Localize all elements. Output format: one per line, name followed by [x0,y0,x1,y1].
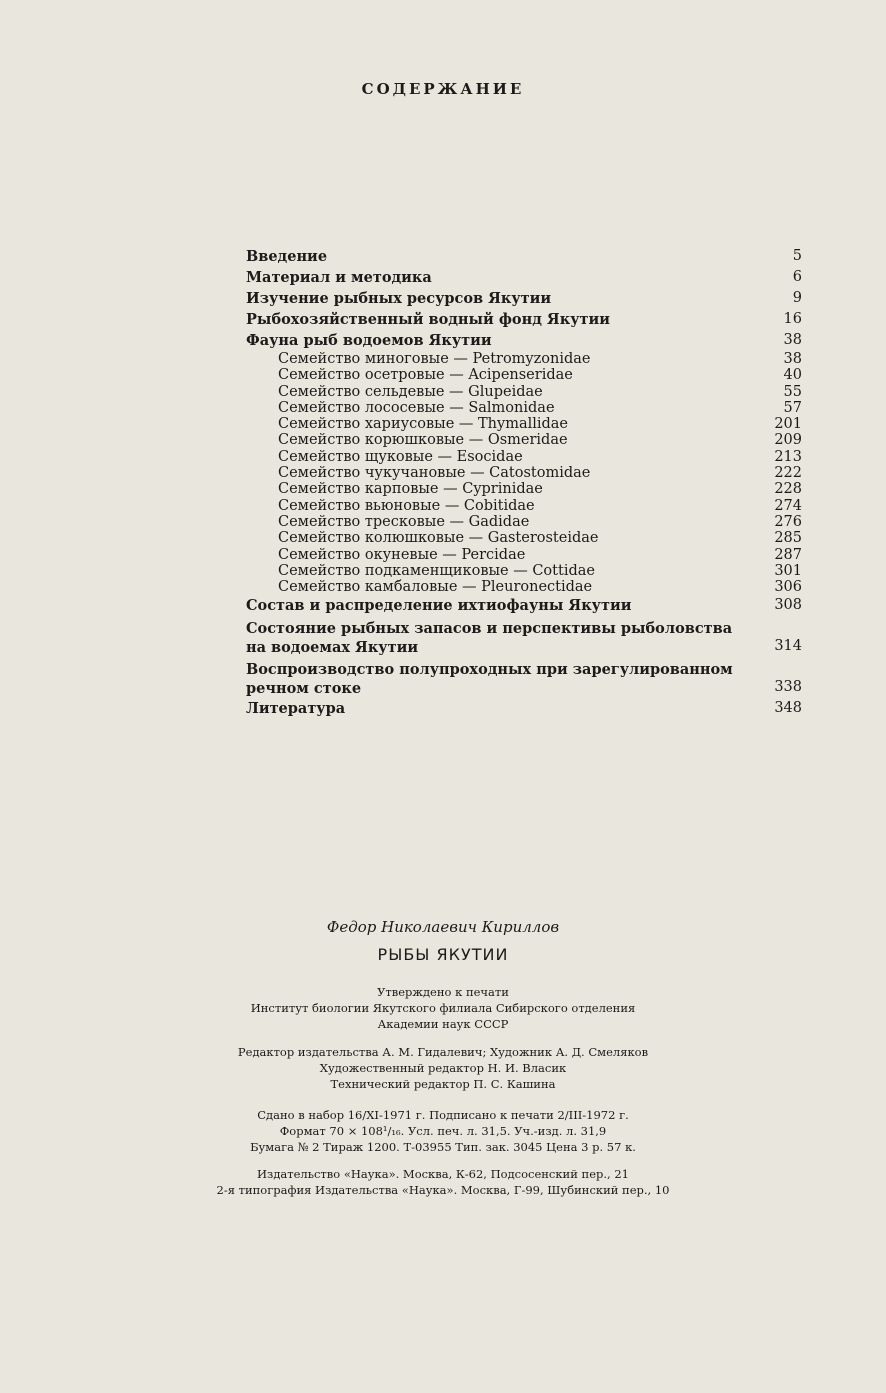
toc-entry-title: Семейство лососевые — Salmonidae [278,399,555,416]
toc-family-entry [246,384,802,400]
toc-entry-page: 16 [783,311,802,327]
toc-entry-page: 40 [783,367,802,384]
toc-entry-title: Семейство осетровые — Acipenseridae [278,367,573,384]
toc-entry-title-line: Воспроизводство полупроходных при зарегулированном [246,661,733,679]
toc-entry-page: 57 [783,399,802,416]
toc-entry-title: Рыбохозяйственный водный фонд Якутии [246,311,610,328]
toc-entry-page: 285 [774,530,802,547]
toc-entry-title: Литература [246,700,346,718]
toc-entry-title: Фауна рыб водоемов Якутии [246,332,492,349]
imprint-line: 2-я типография Издательства «Наука». Москва, Г-99, Шубинский пер., 10 [216,1183,670,1197]
imprint-line: Сдано в набор 16/XI-1971 г. Подписано к печати 2/III-1972 г. [257,1108,629,1122]
imprint-publisher [0,1166,886,1198]
toc-family-entry [246,563,802,579]
toc-entry-title: Семейство сельдевые — Glupeidae [278,383,543,400]
toc-entry-title [246,657,742,698]
toc-entry-title: Семейство вьюновые — Cobitidae [278,497,535,514]
toc-family-entry [246,432,802,448]
toc-family-entry [246,449,802,465]
toc-entry-title: Семейство чукучановые — Catostomidae [278,465,591,482]
toc-entry-title: Семейство колюшковые — Gasterosteidae [278,530,599,547]
imprint-line: Редактор издательства А. М. Гидалевич; Художник А. Д. Смеляков [237,1045,649,1059]
toc-entry-title: Изучение рыбных ресурсов Якутии [246,290,552,307]
toc-family-entry [246,547,802,563]
toc-entry-page: 38 [783,351,802,367]
toc-family-entry [246,367,802,383]
toc-entry-title: Семейство карповые — Cyprinidae [278,481,543,498]
toc-entry-title: Семейство щуковые — Esocidae [278,448,523,465]
toc-entry-title: Семейство хариусовые — Thymallidae [278,416,569,433]
imprint-printing-details [0,1107,886,1155]
imprint-line: Академии наук СССР [377,1017,509,1031]
toc-entry-title: Семейство подкаменщиковые — Cottidae [278,562,595,579]
toc-entry-title-line: на водоемах Якутии [246,639,419,657]
toc-entry-page: 209 [774,432,802,449]
toc-entry-page: 5 [792,248,802,264]
toc-entry-title: Состав и распределение ихтиофауны Якутии [246,597,632,615]
toc-family-entry [246,498,802,514]
toc-family-entry [246,530,802,546]
toc-entry-page: 228 [774,481,802,498]
imprint-line: Институт биологии Якутского филиала Сибирского отделения [250,1001,636,1015]
toc-family-entry [246,481,802,497]
toc-entry-title: Семейство корюшковые — Osmeridae [278,432,568,449]
toc-entry-page: 38 [783,332,802,348]
imprint-line: Утверждено к печати [377,985,509,999]
toc-family-entry [246,579,802,595]
toc-entry-title-line: речном стоке [246,680,362,698]
toc-entry-title: Введение [246,248,328,265]
toc-entry-water-fund [246,309,802,330]
toc-family-entry [246,416,802,432]
toc-entry-page: 287 [774,546,802,563]
imprint-line: Технический редактор П. С. Кашина [330,1077,556,1091]
toc-entry-literature [246,698,802,719]
imprint-book-title: РЫБЫ ЯКУТИИ [377,945,509,964]
toc-entry-title: Семейство миноговые — Petromyzonidae [278,351,591,367]
imprint-line: Художественный редактор Н. И. Власик [319,1061,567,1075]
page-title: СОДЕРЖАНИЕ [361,80,525,98]
imprint-line: Бумага № 2 Тираж 1200. Т-03955 Тип. зак. 3045 Цена 3 р. 57 к. [250,1140,636,1154]
toc-entry-resources-study [246,288,802,309]
toc-family-entry [246,400,802,416]
toc-family-entry [246,514,802,530]
table-of-contents [246,246,802,719]
toc-entry-fauna [246,330,802,351]
toc-entry-introduction [246,246,802,267]
toc-entry-title: Семейство камбаловые — Pleuronectidae [278,579,593,596]
imprint-line: Формат 70 × 108¹/₁₆. Усл. печ. л. 31,5. Уч.-изд. л. 31,9 [279,1124,607,1138]
toc-entry-page: 55 [783,383,802,400]
toc-entry-page: 306 [774,579,802,596]
toc-entry-page: 6 [792,269,802,285]
toc-entry-page: 222 [774,465,802,482]
imprint-editors [0,1044,886,1092]
toc-entry-page: 201 [774,416,802,433]
toc-entry-page: 9 [792,290,802,306]
toc-entry-page: 301 [774,562,802,579]
toc-entry-reproduction [246,657,802,698]
toc-family-entry [246,351,802,367]
toc-family-entry [246,465,802,481]
toc-entry-page: 338 [774,679,802,696]
toc-entry-title [246,616,742,657]
toc-entry-title: Материал и методика [246,269,432,286]
toc-entry-page: 308 [774,597,802,614]
imprint-approval [0,984,886,1032]
toc-entry-title: Семейство тресковые — Gadidae [278,513,530,530]
toc-entry-stocks [246,616,802,657]
toc-entry-composition [246,595,802,616]
imprint-author: Федор Николаевич Кириллов [326,918,560,936]
toc-entry-page: 274 [774,497,802,514]
toc-entry-title-line: Состояние рыбных запасов и перспективы рыболовства [246,620,733,638]
toc-entry-page: 314 [774,638,802,655]
toc-entry-page: 348 [774,700,802,717]
toc-entry-title: Семейство окуневые — Percidae [278,546,526,563]
toc-entry-page: 276 [774,513,802,530]
imprint-line: Издательство «Наука». Москва, К-62, Подсосенский пер., 21 [257,1167,629,1181]
toc-entry-page: 213 [774,448,802,465]
toc-entry-materials [246,267,802,288]
